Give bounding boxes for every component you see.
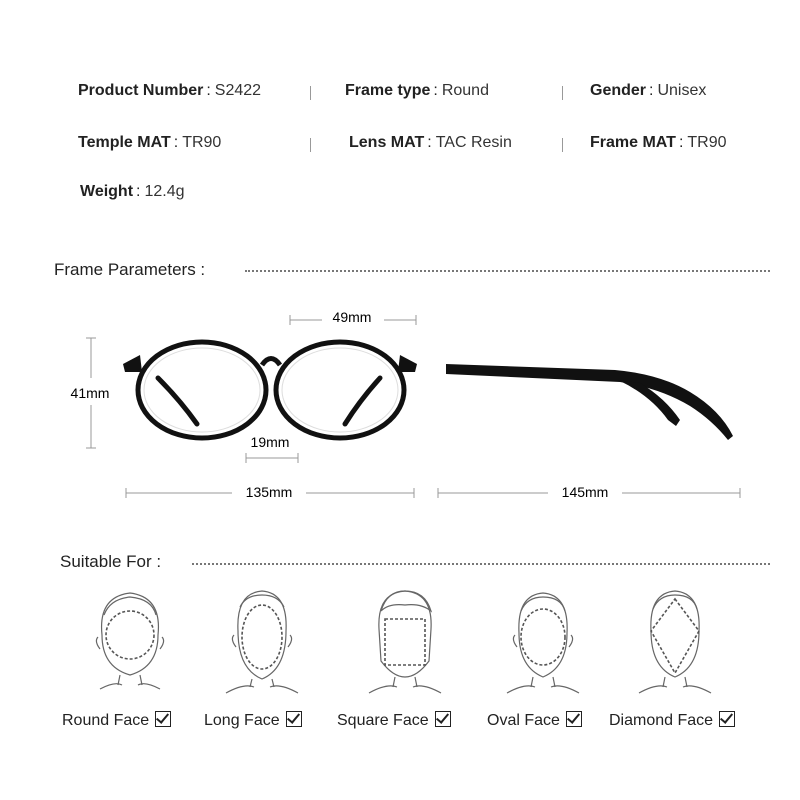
face-label: Square Face (337, 712, 429, 729)
spec-value: Unisex (657, 82, 707, 99)
frame-diagram (0, 290, 800, 520)
dotted-divider (192, 563, 770, 565)
lens-width-label: 49mm (332, 309, 372, 325)
divider (310, 86, 311, 100)
spec-label: Lens MAT (349, 134, 425, 151)
bridge-dimension (246, 434, 298, 463)
face-label: Long Face (204, 712, 280, 729)
face-label: Diamond Face (609, 712, 714, 729)
face-option-long[interactable] (204, 711, 302, 730)
spec-value: TAC Resin (435, 134, 512, 151)
spec-label: Temple MAT (78, 134, 171, 151)
face-option-round[interactable] (62, 711, 171, 730)
spec-value: 12.4g (144, 183, 185, 200)
checkbox-icon[interactable] (286, 711, 302, 727)
face-option-square[interactable] (337, 711, 451, 730)
spec-label: Weight (80, 183, 134, 200)
divider (562, 86, 563, 100)
long-face-icon (212, 585, 312, 695)
spec-frame-mat: Frame MAT : TR90 (590, 134, 727, 151)
spec-label: Gender (590, 82, 647, 99)
spec-value: Round (441, 82, 489, 99)
spec-frame-type: Frame type : Round (345, 82, 489, 99)
square-face-icon (355, 585, 455, 695)
checkbox-icon[interactable] (719, 711, 735, 727)
lens-height-label: 41mm (70, 385, 110, 401)
spec-label: Frame type (345, 82, 431, 99)
dotted-divider (245, 270, 770, 272)
face-option-diamond[interactable] (609, 711, 735, 730)
spec-row-3 (0, 183, 800, 207)
glasses-temple (446, 364, 733, 440)
checkbox-icon[interactable] (566, 711, 582, 727)
spec-lens-mat: Lens MAT : TAC Resin (349, 134, 512, 151)
bridge-label: 19mm (250, 434, 290, 450)
face-label: Oval Face (487, 712, 560, 729)
spec-temple-mat: Temple MAT : TR90 (78, 134, 222, 151)
spec-label: Product Number (78, 82, 204, 99)
diamond-face-icon (625, 585, 725, 695)
temple-length-dimension (438, 484, 740, 500)
frame-width-dimension (126, 484, 414, 500)
checkbox-icon[interactable] (435, 711, 451, 727)
temple-length-label: 145mm (561, 484, 609, 500)
glasses-front (123, 342, 417, 438)
frame-width-label: 135mm (245, 484, 293, 500)
spec-weight: Weight : 12.4g (80, 183, 185, 200)
oval-face-icon (493, 585, 593, 695)
face-option-oval[interactable] (487, 711, 582, 730)
divider (562, 138, 563, 152)
divider (310, 138, 311, 152)
round-face-icon (80, 585, 180, 695)
spec-value: TR90 (182, 134, 222, 151)
spec-gender: Gender : Unisex (590, 82, 707, 99)
face-label: Round Face (62, 712, 150, 729)
spec-row-1 (0, 82, 800, 106)
lens-width-dimension (290, 309, 416, 325)
spec-row-2 (0, 134, 800, 158)
spec-label: Frame MAT (590, 134, 676, 151)
suitable-for-title: Suitable For : (60, 552, 162, 571)
spec-value: S2422 (214, 82, 262, 99)
checkbox-icon[interactable] (155, 711, 171, 727)
spec-product-number: Product Number : S2422 (78, 82, 262, 99)
lens-height-dimension (71, 338, 110, 448)
frame-parameters-title: Frame Parameters : (54, 260, 206, 279)
spec-value: TR90 (687, 134, 727, 151)
